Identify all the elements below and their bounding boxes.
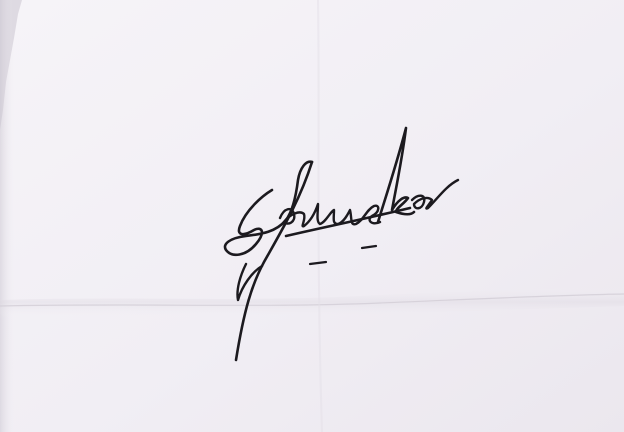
- paper-left-shadow: [0, 0, 14, 432]
